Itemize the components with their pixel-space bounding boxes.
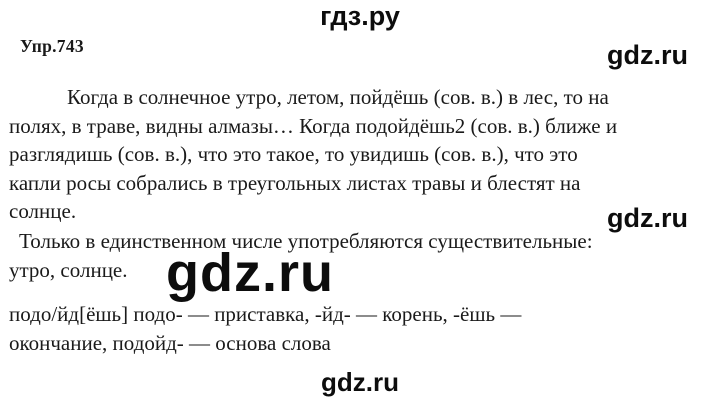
text-line: утро, солнце. (9, 257, 128, 282)
gdz-watermark-mid-right: gdz.ru (607, 203, 688, 233)
gdz-watermark-top-right: gdz.ru (607, 40, 688, 70)
text-line: подо/йд[ёшь] подо- — приставка, -йд- — корень, -ёшь — (9, 302, 522, 326)
text-line: Только в единственном числе употребляются существительные: (19, 229, 593, 253)
text-line: разглядишь (сов. в.), что это такое, то увидишь (сов. в.), что это (9, 142, 578, 167)
text-line: капли росы собрались в треугольных листах травы и блестят на (9, 170, 581, 195)
site-logo: гдз.ру (320, 1, 400, 31)
gdz-watermark-bottom: gdz.ru (321, 367, 399, 397)
text-line: полях, в траве, видны алмазы… Когда подойдёшь2 (сов. в.) ближе и (9, 113, 618, 138)
text-line: Когда в солнечное утро, летом, пойдёшь (сов. в.) в лес, то на (67, 85, 609, 109)
solution-paragraph-text (9, 83, 617, 226)
text-line: солнце. (9, 199, 77, 224)
word-analysis-paragraph (9, 300, 521, 357)
gdz-watermark-big: gdz.ru (166, 243, 334, 303)
text-line: окончание, подойд- — основа слова (9, 330, 331, 355)
exercise-number: Упр.743 (20, 36, 84, 56)
